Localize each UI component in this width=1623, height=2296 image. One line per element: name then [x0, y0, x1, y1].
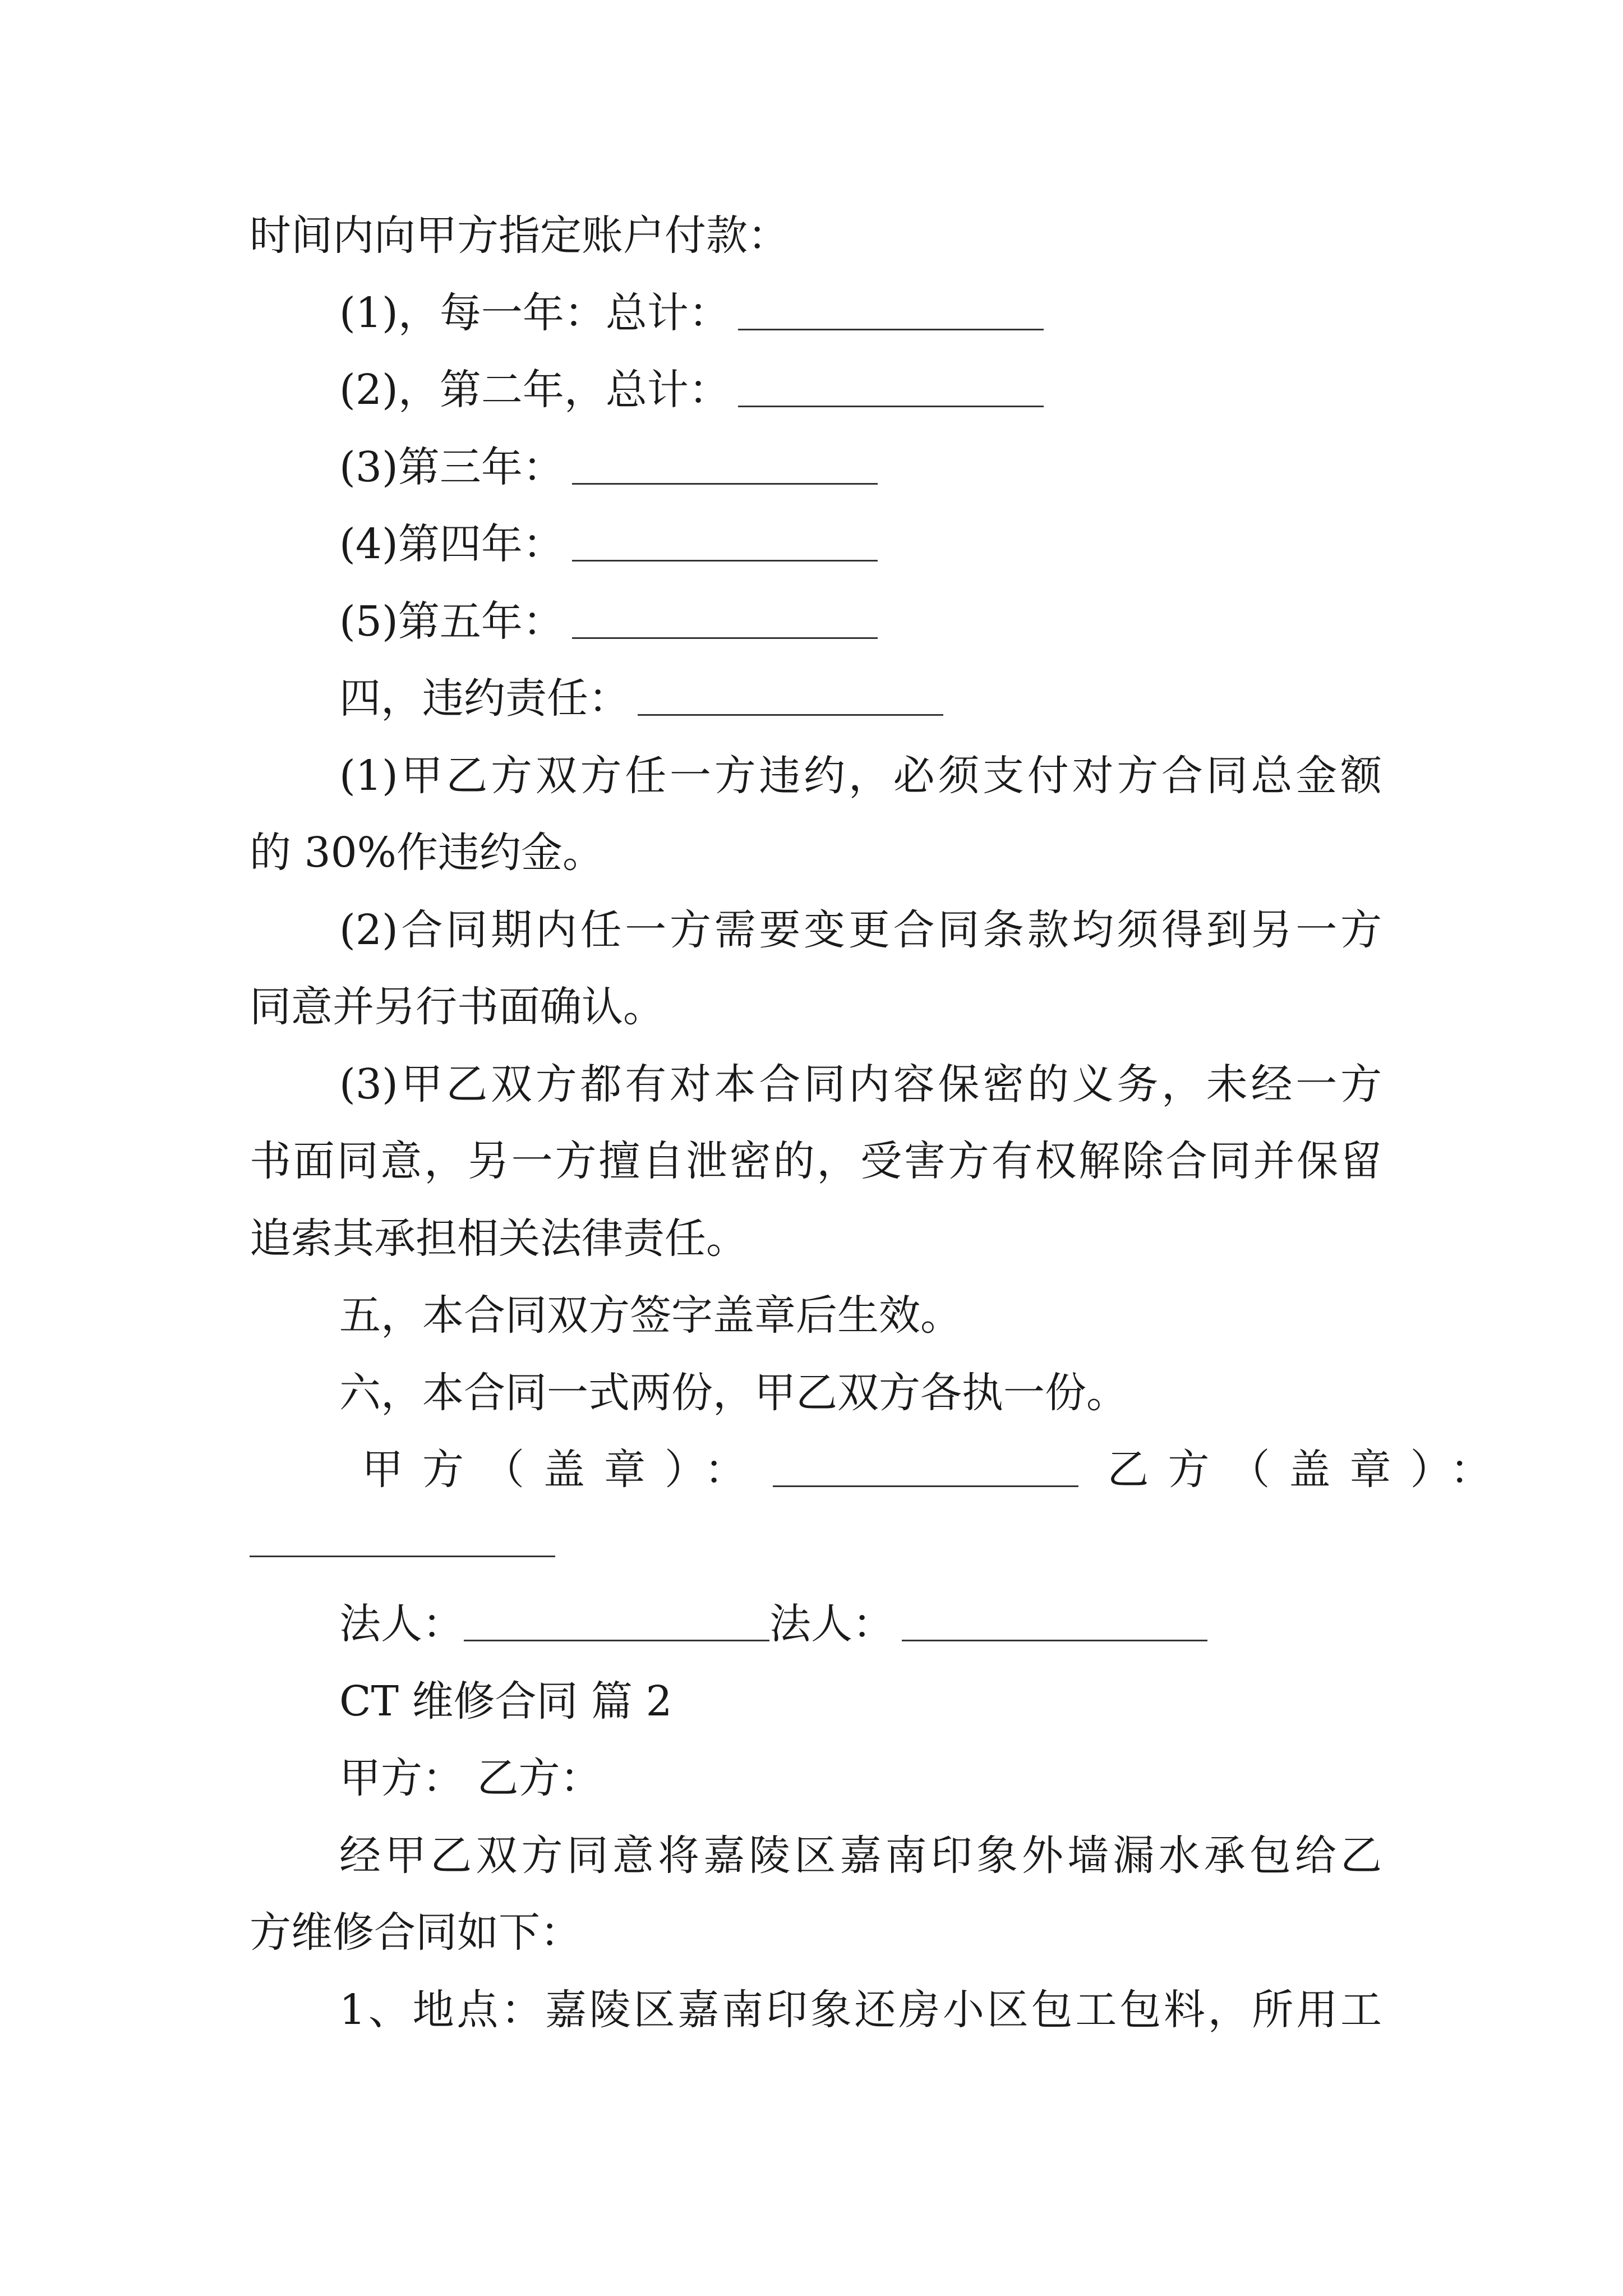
payment-item-2	[339, 362, 1382, 418]
fill-in-blank[interactable]	[572, 481, 878, 485]
fill-in-blank[interactable]	[572, 558, 878, 562]
paragraph-line	[250, 208, 1382, 264]
text: (1)甲乙方双方任一方违约，必须支付对方合同总金额	[339, 752, 1382, 800]
fill-in-blank[interactable]	[464, 1637, 769, 1641]
text: 经甲乙双方同意将嘉陵区嘉南印象外墙漏水承包给乙	[339, 1832, 1382, 1880]
paragraph-line	[250, 1904, 1382, 1961]
fill-in-blank[interactable]	[773, 1483, 1078, 1487]
text: (5)第五年：	[339, 597, 564, 646]
party-b-seal-label: 乙方（盖章）：	[1107, 1446, 1511, 1494]
text: (2)，第二年，总计：	[339, 366, 730, 414]
text: 1、地点：嘉陵区嘉南印象还房小区包工包料，所用工	[339, 1986, 1382, 2034]
text: 书面同意，另一方擅自泄密的，受害方有权解除合同并保留	[250, 1137, 1382, 1185]
paragraph-line	[339, 1056, 1382, 1112]
signature-continuation	[250, 1512, 1382, 1568]
contract-title	[339, 1673, 1382, 1729]
fill-in-blank[interactable]	[250, 1553, 555, 1557]
paragraph-line	[339, 748, 1382, 804]
legal-person-label: 法人：	[769, 1600, 894, 1648]
text: 同意并另行书面确认。	[250, 983, 665, 1031]
text: 方维修合同如下：	[250, 1908, 582, 1957]
text: 的 30%作违约金。	[250, 829, 604, 877]
paragraph-line	[250, 1133, 1382, 1189]
paragraph-line	[339, 1365, 1382, 1421]
text: (4)第四年：	[339, 520, 564, 568]
text: (3)甲乙双方都有对本合同内容保密的义务，未经一方	[339, 1060, 1382, 1108]
signature-line	[362, 1442, 1511, 1498]
text: 六，本合同一式两份，甲乙双方各执一份。	[339, 1369, 1128, 1417]
paragraph-line	[250, 1211, 1382, 1267]
parties-line	[339, 1750, 1382, 1806]
party-a-seal-label: 甲方（盖章）：	[362, 1446, 765, 1494]
text: 追索其承担相关法律责任。	[250, 1214, 748, 1263]
section-heading	[339, 670, 1382, 726]
paragraph-line	[339, 1828, 1382, 1884]
payment-item-1	[339, 285, 1382, 341]
payment-item-3	[339, 439, 1382, 495]
legal-person-line	[339, 1596, 1382, 1652]
fill-in-blank[interactable]	[738, 326, 1044, 330]
legal-person-label: 法人：	[339, 1600, 464, 1648]
paragraph-line	[339, 1982, 1382, 2038]
text: (1)，每一年：总计：	[339, 289, 730, 337]
fill-in-blank[interactable]	[572, 635, 878, 639]
text: CT 维修合同 篇 2	[339, 1677, 672, 1726]
text: 甲方： 乙方：	[339, 1754, 602, 1802]
text: 四，违约责任：	[339, 674, 630, 723]
fill-in-blank[interactable]	[738, 403, 1044, 407]
payment-item-4	[339, 516, 1382, 572]
payment-item-5	[339, 593, 1382, 650]
text: (2)合同期内任一方需要变更合同条款均须得到另一方	[339, 906, 1382, 954]
paragraph-line	[250, 979, 1382, 1035]
paragraph-line	[250, 825, 1382, 881]
text: 五，本合同双方签字盖章后生效。	[339, 1291, 962, 1340]
text: (3)第三年：	[339, 443, 564, 491]
paragraph-line	[339, 1287, 1382, 1343]
text: 时间内向甲方指定账户付款：	[250, 211, 789, 260]
fill-in-blank[interactable]	[638, 712, 943, 716]
paragraph-line	[339, 902, 1382, 958]
fill-in-blank[interactable]	[902, 1637, 1207, 1641]
